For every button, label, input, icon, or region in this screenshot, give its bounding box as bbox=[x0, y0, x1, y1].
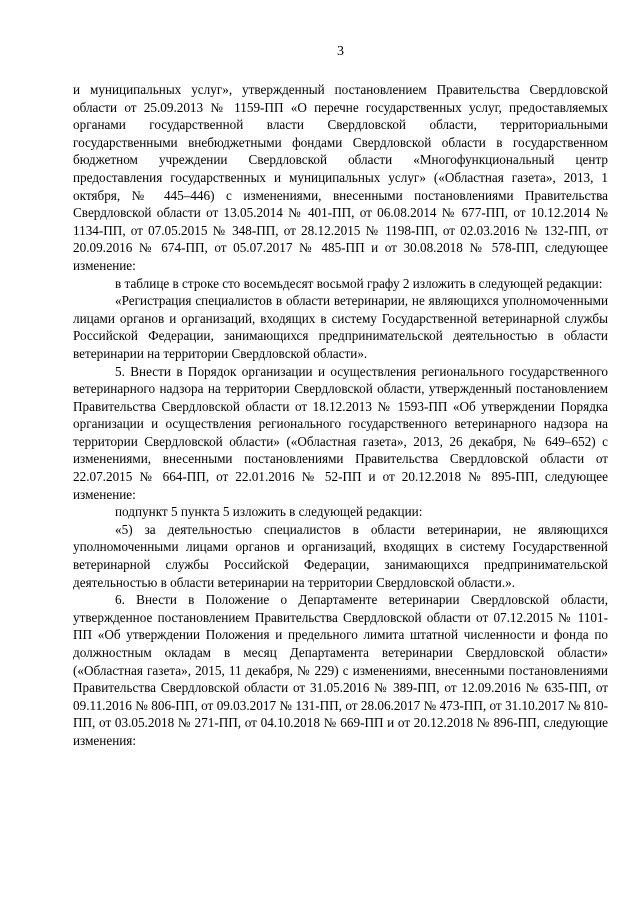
paragraph: в таблице в строке сто восемьдесят восьмой графу 2 изложить в следующей редакции: bbox=[115, 275, 603, 291]
document-body bbox=[73, 81, 608, 750]
paragraph: «5) за деятельностью специалистов в области ветеринарии, не являющихся уполномоченными лицами органов и организаций, входящих в систему Государственной ветеринарной службы Российской Федерации, занимающихся предпринимательской деятельностью в области ветеринарии на территории Свердловской области.». bbox=[73, 521, 608, 590]
paragraph: подпункт 5 пункта 5 изложить в следующей редакции: bbox=[115, 504, 423, 520]
paragraph: и муниципальных услуг», утвержденный постановлением Правительства Свердловской области от 25.09.2013 № 1159-ПП «О перечне государственных услуг, предоставляемых органами государственной власти Свердловской области, территориальными государственными внебюджетными фондами Свердловской области в государственном бюджетном учреждении Свердловской области «Многофункциональный центр предоставления государственных и муниципальных услуг» («Областная газета», 2013, 1 октября, № 445–446) с изменениями, внесенными постановлениями Правительства Свердловской области от 13.05.2014 № 401-ПП, от 06.08.2014 № 677-ПП, от 10.12.2014 № 1134-ПП, от 07.05.2015 № 348-ПП, от 28.12.2015 № 1198-ПП, от 02.03.2016 № 132-ПП, от 20.09.2016 № 674-ПП, от 05.07.2017 № 485-ПП и от 30.08.2018 № 578-ПП, следующее изменение: bbox=[73, 82, 608, 273]
page-number: 3 bbox=[337, 44, 344, 59]
paragraph: «Регистрация специалистов в области ветеринарии, не являющихся уполномоченными лицами органов и организаций, входящих в систему Государственной ветеринарной службы Российской Федерации, занимающихся предпринимательской деятельностью в области ветеринарии на территории Свердловской области». bbox=[73, 293, 608, 361]
paragraph: 5. Внести в Порядок организации и осуществления регионального государственного ветеринарного надзора на территории Свердловской области, утвержденный постановлением Правительства Свердловской области от 18.12.2013 № 1593-ПП «Об утверждении Порядка организации и осуществления регионального государственного ветеринарного надзора на территории Свердловской области» («Областная газета», 2013, 26 декабря, № 649–652) с изменениями, внесенными постановлениями Правительства Свердловской области от 22.07.2015 № 664-ПП, от 22.01.2016 № 52-ПП и от 20.12.2018 № 895-ПП, следующее изменение: bbox=[73, 363, 608, 502]
paragraph: 6. Внести в Положение о Департаменте ветеринарии Свердловской области, утвержденное постановлением Правительства Свердловской области от 07.12.2015 № 1101-ПП «Об утверждении Положения и предельного лимита штатной численности и фонда по должностным окладам в месяц Департамента ветеринарии Свердловской области» («Областная газета», 2015, 11 декабря, № 229) с изменениями, внесенными постановлениями Правительства Свердловской области от 31.05.2016 № 389-ПП, от 12.09.2016 № 635-ПП, от 09.11.2016 № 806-ПП, от 09.03.2017 № 131-ПП, от 28.06.2017 № 473-ПП, от 31.10.2017 № 810-ПП, от 03.05.2018 № 271-ПП, от 04.10.2018 № 669-ПП и от 20.12.2018 № 896-ПП, следующие изменения: bbox=[73, 592, 608, 748]
